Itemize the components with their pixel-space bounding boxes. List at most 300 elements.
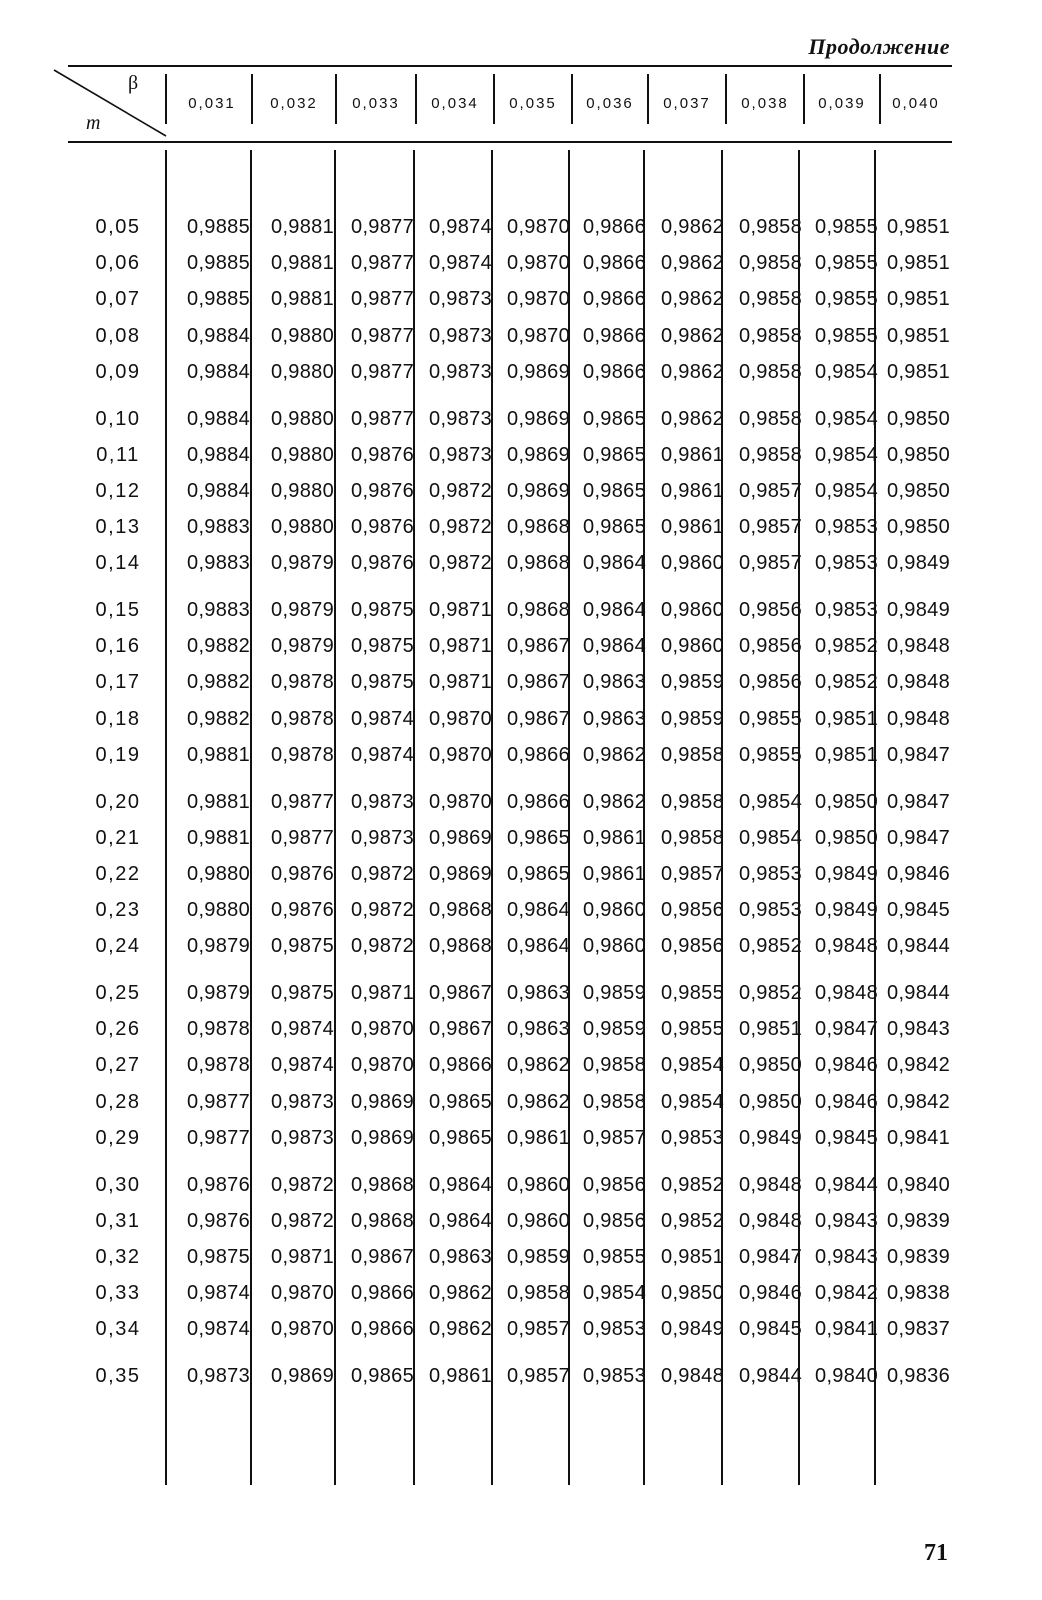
row-m-value: 0,24	[95, 935, 141, 958]
table-cell: 0,9867	[507, 635, 570, 658]
row-m-value: 0,26	[95, 1018, 141, 1041]
table-cell: 0,9848	[887, 707, 950, 730]
table-cell: 0,9853	[583, 1365, 646, 1387]
table-cell: 0,9883	[187, 599, 250, 621]
table-cell: 0,9853	[583, 1318, 646, 1341]
table-cell: 0,9863	[507, 1018, 570, 1041]
table-cell: 0,9873	[351, 826, 414, 849]
continued-caption: Продолжение	[808, 34, 950, 59]
table-cell: 0,9853	[661, 1126, 724, 1149]
table-cell: 0,9869	[507, 407, 570, 430]
table-cell: 0,9878	[187, 1018, 250, 1041]
row-m-value: 0,10	[95, 407, 141, 430]
table-cell: 0,9867	[429, 982, 492, 1004]
table-cell: 0,9842	[887, 1054, 950, 1077]
table-cell: 0,9870	[351, 1018, 414, 1041]
table-cell: 0,9869	[351, 1126, 414, 1149]
table-cell: 0,9854	[815, 443, 878, 466]
table-cell: 0,9865	[583, 479, 646, 502]
table-cell: 0,9879	[271, 635, 334, 658]
table-cell: 0,9861	[507, 1126, 570, 1149]
table-cell: 0,9870	[429, 790, 492, 813]
table-cell: 0,9867	[351, 1245, 414, 1268]
table-cell: 0,9865	[583, 443, 646, 466]
table-cell: 0,9862	[661, 216, 724, 238]
table-cell: 0,9856	[583, 1173, 646, 1196]
table-cell: 0,9859	[661, 707, 724, 730]
table-cell: 0,9855	[815, 216, 878, 238]
table-cell: 0,9866	[351, 1282, 414, 1305]
table-cell: 0,9884	[187, 407, 250, 430]
table-cell: 0,9880	[271, 443, 334, 466]
table-cell: 0,9850	[815, 790, 878, 813]
table-cell: 0,9877	[351, 324, 414, 347]
row-m-value: 0,25	[95, 982, 141, 1004]
table-cell: 0,9862	[429, 1282, 492, 1305]
table-cell: 0,9841	[887, 1126, 950, 1149]
table-cell: 0,9867	[507, 707, 570, 730]
table-cell: 0,9872	[271, 1209, 334, 1232]
row-m-value: 0,33	[95, 1282, 141, 1305]
table-cell: 0,9874	[429, 252, 492, 275]
table-cell: 0,9838	[887, 1282, 950, 1305]
table-cell: 0,9858	[583, 1090, 646, 1113]
table-cell: 0,9849	[887, 552, 950, 575]
column-header: 0,033	[352, 95, 400, 112]
table-cell: 0,9840	[815, 1365, 878, 1387]
row-m-value: 0,19	[95, 743, 141, 766]
table-cell: 0,9872	[429, 516, 492, 539]
table-cell: 0,9875	[351, 671, 414, 694]
table-cell: 0,9860	[583, 935, 646, 958]
table-cell: 0,9855	[815, 288, 878, 311]
table-cell: 0,9873	[429, 288, 492, 311]
page-number: 71	[924, 1540, 948, 1566]
table-cell: 0,9879	[187, 982, 250, 1004]
table-cell: 0,9845	[739, 1318, 802, 1341]
column-divider	[165, 150, 167, 1485]
table-cell: 0,9874	[187, 1318, 250, 1341]
table-cell: 0,9871	[429, 635, 492, 658]
table-cell: 0,9852	[815, 635, 878, 658]
table-cell: 0,9879	[271, 599, 334, 621]
table-cell: 0,9885	[187, 252, 250, 275]
table-cell: 0,9852	[739, 982, 802, 1004]
table-cell: 0,9848	[739, 1209, 802, 1232]
table-cell: 0,9855	[815, 324, 878, 347]
table-cell: 0,9876	[351, 443, 414, 466]
table-cell: 0,9865	[507, 862, 570, 885]
row-m-value: 0,31	[95, 1209, 141, 1232]
table-cell: 0,9861	[583, 862, 646, 885]
table-cell: 0,9877	[351, 407, 414, 430]
table-cell: 0,9856	[739, 599, 802, 621]
table-cell: 0,9875	[351, 599, 414, 621]
table-cell: 0,9885	[187, 288, 250, 311]
table-cell: 0,9858	[739, 288, 802, 311]
table-cell: 0,9872	[271, 1173, 334, 1196]
table-cell: 0,9869	[429, 862, 492, 885]
table-cell: 0,9871	[271, 1245, 334, 1268]
table-cell: 0,9872	[351, 899, 414, 922]
table-cell: 0,9842	[887, 1090, 950, 1113]
table-cell: 0,9851	[887, 252, 950, 275]
table-cell: 0,9840	[887, 1173, 950, 1196]
table-cell: 0,9857	[739, 516, 802, 539]
table-cell: 0,9884	[187, 479, 250, 502]
table-cell: 0,9843	[815, 1245, 878, 1268]
table-cell: 0,9852	[815, 671, 878, 694]
row-m-value: 0,20	[95, 790, 141, 813]
table-cell: 0,9845	[887, 899, 950, 922]
table-cell: 0,9880	[187, 899, 250, 922]
table-cell: 0,9860	[661, 552, 724, 575]
table-cell: 0,9860	[661, 635, 724, 658]
table-cell: 0,9884	[187, 360, 250, 383]
table-cell: 0,9866	[583, 324, 646, 347]
table-cell: 0,9880	[271, 516, 334, 539]
table-cell: 0,9851	[887, 360, 950, 383]
table-cell: 0,9850	[887, 443, 950, 466]
table-cell: 0,9876	[187, 1209, 250, 1232]
row-m-value: 0,13	[95, 516, 141, 539]
table-cell: 0,9856	[739, 635, 802, 658]
table-cell: 0,9841	[815, 1318, 878, 1341]
table-cell: 0,9849	[739, 1126, 802, 1149]
table-cell: 0,9870	[351, 1054, 414, 1077]
row-m-value: 0,11	[96, 443, 140, 466]
row-m-value: 0,06	[95, 252, 141, 275]
table-cell: 0,9880	[271, 479, 334, 502]
table-cell: 0,9845	[815, 1126, 878, 1149]
table-cell: 0,9883	[187, 516, 250, 539]
table-cell: 0,9862	[661, 360, 724, 383]
row-m-value: 0,09	[95, 360, 141, 383]
table-cell: 0,9852	[661, 1173, 724, 1196]
table-cell: 0,9862	[507, 1054, 570, 1077]
table-cell: 0,9870	[271, 1282, 334, 1305]
table-cell: 0,9868	[507, 599, 570, 621]
table-cell: 0,9873	[429, 407, 492, 430]
column-header: 0,034	[431, 95, 479, 112]
table-cell: 0,9883	[187, 552, 250, 575]
table-cell: 0,9850	[887, 407, 950, 430]
table-cell: 0,9861	[661, 479, 724, 502]
table-cell: 0,9837	[887, 1318, 950, 1341]
table-cell: 0,9858	[739, 407, 802, 430]
table-cell: 0,9846	[815, 1054, 878, 1077]
table-cell: 0,9850	[739, 1090, 802, 1113]
table-cell: 0,9864	[583, 635, 646, 658]
table-cell: 0,9870	[271, 1318, 334, 1341]
table-cell: 0,9854	[661, 1054, 724, 1077]
table-cell: 0,9863	[583, 707, 646, 730]
table-cell: 0,9843	[887, 1018, 950, 1041]
table-cell: 0,9866	[583, 288, 646, 311]
table-cell: 0,9858	[583, 1054, 646, 1077]
table-cell: 0,9849	[815, 899, 878, 922]
table-cell: 0,9862	[661, 288, 724, 311]
table-cell: 0,9864	[583, 599, 646, 621]
table-cell: 0,9864	[429, 1173, 492, 1196]
table-cell: 0,9844	[887, 982, 950, 1004]
table-cell: 0,9880	[187, 862, 250, 885]
table-cell: 0,9864	[429, 1209, 492, 1232]
table-cell: 0,9853	[739, 899, 802, 922]
table-cell: 0,9868	[507, 552, 570, 575]
table-cell: 0,9851	[887, 288, 950, 311]
corner-beta-label: β	[128, 72, 139, 94]
table-cell: 0,9868	[351, 1173, 414, 1196]
row-m-value: 0,22	[95, 862, 141, 885]
corner-diagonal	[52, 68, 168, 138]
table-cell: 0,9855	[583, 1245, 646, 1268]
table-cell: 0,9881	[271, 288, 334, 311]
table-cell: 0,9846	[887, 862, 950, 885]
table-cell: 0,9882	[187, 671, 250, 694]
row-m-value: 0,34	[95, 1318, 141, 1341]
table-cell: 0,9870	[507, 288, 570, 311]
table-cell: 0,9878	[187, 1054, 250, 1077]
table-cell: 0,9857	[583, 1126, 646, 1149]
table-cell: 0,9858	[739, 360, 802, 383]
table-cell: 0,9862	[583, 743, 646, 766]
column-header: 0,040	[892, 95, 940, 112]
table-cell: 0,9879	[271, 552, 334, 575]
table-cell: 0,9836	[887, 1365, 950, 1387]
table-cell: 0,9854	[815, 360, 878, 383]
column-header: 0,035	[509, 95, 557, 112]
table-cell: 0,9877	[271, 826, 334, 849]
table-cell: 0,9855	[815, 252, 878, 275]
table-cell: 0,9872	[429, 552, 492, 575]
column-header: 0,039	[818, 95, 866, 112]
table-cell: 0,9877	[351, 252, 414, 275]
table-cell: 0,9873	[271, 1090, 334, 1113]
table-cell: 0,9874	[351, 743, 414, 766]
table-cell: 0,9876	[271, 862, 334, 885]
table-cell: 0,9861	[661, 443, 724, 466]
table-cell: 0,9861	[583, 826, 646, 849]
table-cell: 0,9858	[739, 216, 802, 238]
table-cell: 0,9858	[739, 443, 802, 466]
table-cell: 0,9876	[351, 516, 414, 539]
table-cell: 0,9857	[739, 479, 802, 502]
table-cell: 0,9851	[887, 324, 950, 347]
table-cell: 0,9865	[429, 1126, 492, 1149]
table-cell: 0,9881	[187, 826, 250, 849]
table-cell: 0,9860	[507, 1173, 570, 1196]
table-cell: 0,9876	[187, 1173, 250, 1196]
table-cell: 0,9870	[507, 252, 570, 275]
table-cell: 0,9882	[187, 707, 250, 730]
table-cell: 0,9870	[429, 707, 492, 730]
table-cell: 0,9868	[507, 516, 570, 539]
table-cell: 0,9866	[507, 790, 570, 813]
table-cell: 0,9863	[507, 982, 570, 1004]
column-header: 0,036	[586, 95, 634, 112]
table-cell: 0,9865	[583, 407, 646, 430]
row-m-value: 0,16	[95, 635, 141, 658]
table-cell: 0,9873	[187, 1365, 250, 1387]
table-cell: 0,9858	[739, 252, 802, 275]
table-cell: 0,9857	[507, 1318, 570, 1341]
table-cell: 0,9851	[815, 707, 878, 730]
header-column-divider	[165, 74, 167, 124]
table-cell: 0,9871	[429, 671, 492, 694]
table-cell: 0,9861	[661, 516, 724, 539]
table-cell: 0,9876	[351, 479, 414, 502]
table-cell: 0,9862	[661, 252, 724, 275]
table-cell: 0,9869	[429, 826, 492, 849]
table-cell: 0,9850	[887, 516, 950, 539]
column-header: 0,038	[741, 95, 789, 112]
table-cell: 0,9873	[351, 790, 414, 813]
table-cell: 0,9872	[429, 479, 492, 502]
table-cell: 0,9882	[187, 635, 250, 658]
table-cell: 0,9847	[887, 826, 950, 849]
table-cell: 0,9874	[429, 216, 492, 238]
table-cell: 0,9865	[507, 826, 570, 849]
table-cell: 0,9869	[351, 1090, 414, 1113]
table-cell: 0,9855	[739, 707, 802, 730]
table-cell: 0,9880	[271, 360, 334, 383]
table-cell: 0,9862	[661, 407, 724, 430]
table-cell: 0,9860	[661, 599, 724, 621]
table-cell: 0,9839	[887, 1245, 950, 1268]
table-cell: 0,9850	[739, 1054, 802, 1077]
table-cell: 0,9847	[815, 1018, 878, 1041]
table-cell: 0,9862	[429, 1318, 492, 1341]
table-cell: 0,9860	[583, 899, 646, 922]
table-cell: 0,9866	[351, 1318, 414, 1341]
table-cell: 0,9856	[661, 899, 724, 922]
table-cell: 0,9868	[429, 899, 492, 922]
table-cell: 0,9871	[351, 982, 414, 1004]
row-m-value: 0,12	[95, 479, 141, 502]
table-header-rule	[68, 141, 952, 143]
table-cell: 0,9846	[815, 1090, 878, 1113]
table-cell: 0,9881	[271, 252, 334, 275]
table-cell: 0,9847	[887, 790, 950, 813]
table-cell: 0,9839	[887, 1209, 950, 1232]
table-cell: 0,9875	[187, 1245, 250, 1268]
table-cell: 0,9844	[815, 1173, 878, 1196]
table-cell: 0,9881	[187, 790, 250, 813]
table-cell: 0,9852	[661, 1209, 724, 1232]
table-cell: 0,9851	[815, 743, 878, 766]
table-cell: 0,9875	[271, 982, 334, 1004]
row-m-value: 0,32	[95, 1245, 141, 1268]
table-cell: 0,9847	[739, 1245, 802, 1268]
table-cell: 0,9859	[507, 1245, 570, 1268]
table-cell: 0,9876	[271, 899, 334, 922]
table-cell: 0,9866	[583, 216, 646, 238]
table-cell: 0,9850	[815, 826, 878, 849]
table-cell: 0,9853	[815, 599, 878, 621]
table-cell: 0,9854	[815, 479, 878, 502]
table-cell: 0,9873	[429, 443, 492, 466]
corner-m-label: m	[86, 112, 101, 134]
table-cell: 0,9868	[429, 935, 492, 958]
table-cell: 0,9865	[429, 1090, 492, 1113]
table-cell: 0,9850	[661, 1282, 724, 1305]
row-m-value: 0,35	[95, 1365, 141, 1387]
table-cell: 0,9844	[739, 1365, 802, 1387]
table-cell: 0,9877	[351, 288, 414, 311]
table-cell: 0,9881	[187, 743, 250, 766]
table-cell: 0,9867	[507, 671, 570, 694]
table-cell: 0,9869	[507, 443, 570, 466]
table-cell: 0,9851	[739, 1018, 802, 1041]
table-cell: 0,9877	[351, 360, 414, 383]
table-cell: 0,9881	[271, 216, 334, 238]
table-cell: 0,9849	[661, 1318, 724, 1341]
table-cell: 0,9851	[887, 216, 950, 238]
table-cell: 0,9875	[351, 635, 414, 658]
table-cell: 0,9848	[887, 635, 950, 658]
table-cell: 0,9877	[187, 1090, 250, 1113]
table-cell: 0,9857	[739, 552, 802, 575]
table-cell: 0,9848	[815, 982, 878, 1004]
table-cell: 0,9854	[583, 1282, 646, 1305]
table-cell: 0,9857	[661, 862, 724, 885]
row-m-value: 0,29	[95, 1126, 141, 1149]
row-m-value: 0,28	[95, 1090, 141, 1113]
table-cell: 0,9854	[661, 1090, 724, 1113]
table-cell: 0,9861	[429, 1365, 492, 1387]
table-cell: 0,9863	[583, 671, 646, 694]
table-cell: 0,9866	[429, 1054, 492, 1077]
row-m-value: 0,14	[95, 552, 141, 575]
table-cell: 0,9850	[887, 479, 950, 502]
row-m-value: 0,17	[95, 671, 141, 694]
table-cell: 0,9858	[661, 743, 724, 766]
table-cell: 0,9848	[739, 1173, 802, 1196]
table-cell: 0,9864	[507, 935, 570, 958]
table-cell: 0,9848	[887, 671, 950, 694]
row-m-value: 0,08	[95, 324, 141, 347]
table-cell: 0,9869	[271, 1365, 334, 1387]
table-cell: 0,9867	[429, 1018, 492, 1041]
table-cell: 0,9878	[271, 671, 334, 694]
table-cell: 0,9846	[739, 1282, 802, 1305]
table-cell: 0,9856	[739, 671, 802, 694]
table-cell: 0,9855	[739, 743, 802, 766]
table-cell: 0,9854	[739, 790, 802, 813]
table-cell: 0,9877	[271, 790, 334, 813]
table-cell: 0,9863	[429, 1245, 492, 1268]
table-cell: 0,9884	[187, 443, 250, 466]
table-cell: 0,9880	[271, 324, 334, 347]
table-cell: 0,9858	[507, 1282, 570, 1305]
table-cell: 0,9852	[739, 935, 802, 958]
row-m-value: 0,05	[95, 216, 141, 238]
table-cell: 0,9879	[187, 935, 250, 958]
table-cell: 0,9866	[583, 252, 646, 275]
table-cell: 0,9877	[351, 216, 414, 238]
table-top-rule	[68, 65, 952, 67]
table-cell: 0,9866	[507, 743, 570, 766]
table-cell: 0,9871	[429, 599, 492, 621]
table-cell: 0,9842	[815, 1282, 878, 1305]
column-header: 0,031	[188, 95, 236, 112]
table-cell: 0,9876	[351, 552, 414, 575]
table-cell: 0,9878	[271, 743, 334, 766]
table-cell: 0,9849	[887, 599, 950, 621]
row-m-value: 0,15	[95, 599, 141, 621]
table-cell: 0,9869	[507, 360, 570, 383]
